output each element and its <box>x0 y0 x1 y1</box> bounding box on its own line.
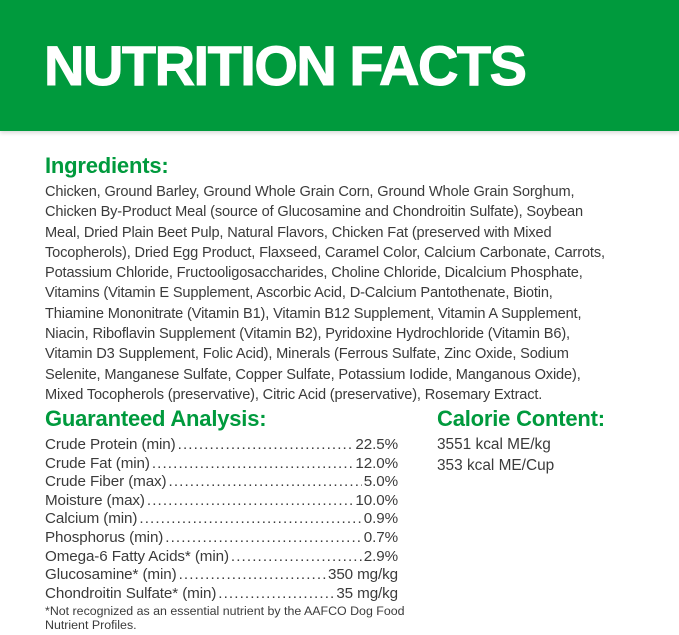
analysis-row <box>45 548 398 567</box>
nutrient-value: 12.0% <box>355 454 398 472</box>
dot-leader <box>231 548 362 567</box>
ingredients-line: Meal, Dried Plain Beet Pulp, Natural Flavors, Chicken Fat (preserved with Mixed <box>45 224 552 241</box>
nutrient-label: Phosphorus (min) <box>45 528 164 546</box>
nutrient-value: 5.0% <box>363 473 398 491</box>
dot-leader <box>152 455 354 474</box>
footnote-line: *Not recognized as an essential nutrient by the AAFCO Dog Food <box>45 604 405 618</box>
ingredients-line: Vitamins (Vitamin E Supplement, Ascorbic Acid, D-Calcium Pantothenate, Biotin, <box>45 285 553 302</box>
nutrient-label: Crude Protein (min) <box>45 436 176 453</box>
ingredients-line: Chicken By-Product Meal (source of Glucosamine and Chondroitin Sulfate), Soybean <box>45 204 583 221</box>
nutrient-value: 0.7% <box>363 528 398 546</box>
nutrient-label: Chondroitin Sulfate* (min) <box>45 584 217 602</box>
analysis-row <box>45 529 398 548</box>
analysis-row <box>45 492 398 511</box>
nutrient-value: 10.0% <box>355 491 398 509</box>
nutrient-label: Omega-6 Fatty Acids* (min) <box>45 547 229 565</box>
nutrient-label: Moisture (max) <box>45 491 145 509</box>
guaranteed-analysis-table <box>45 436 398 603</box>
ingredients-line: Niacin, Riboflavin Supplement (Vitamin B2), Pyridoxine Hydrochloride (Vitamin B6), <box>45 326 570 343</box>
dot-leader <box>165 529 362 548</box>
ingredients-line: Tocopherols), Dried Egg Product, Flaxseed, Caramel Color, Calcium Carbonate, Carrots, <box>45 244 605 261</box>
calorie-content-heading: Calorie Content: <box>437 406 605 431</box>
dot-leader <box>139 510 361 529</box>
ingredients-heading: Ingredients: <box>45 153 169 178</box>
nutrient-value: 22.5% <box>355 436 398 453</box>
calorie-line: 3551 kcal ME/kg <box>437 436 551 453</box>
nutrient-label: Crude Fat (min) <box>45 454 150 472</box>
dot-leader <box>218 585 334 604</box>
ingredients-line: Potassium Chloride, Fructooligosaccharides, Choline Chloride, Dicalcium Phosphate, <box>45 265 583 282</box>
page-title: NUTRITION FACTS <box>44 33 526 97</box>
ingredients-line: Chicken, Ground Barley, Ground Whole Grain Corn, Ground Whole Grain Sorghum, <box>45 184 575 200</box>
nutrient-label: Glucosamine* (min) <box>45 566 177 584</box>
dot-leader <box>147 492 354 511</box>
footnote-line: Nutrient Profiles. <box>45 617 137 632</box>
calorie-line: 353 kcal ME/Cup <box>437 457 555 474</box>
dot-leader <box>178 436 354 455</box>
ingredients-text <box>45 182 655 405</box>
nutrient-value: 350 mg/kg <box>327 566 398 584</box>
analysis-row <box>45 455 398 474</box>
nutrient-value: 0.9% <box>363 510 398 528</box>
calorie-values <box>437 434 554 476</box>
analysis-row <box>45 473 398 492</box>
footnote <box>45 605 465 633</box>
dot-leader <box>179 566 326 585</box>
analysis-row <box>45 566 398 585</box>
ingredients-line: Thiamine Mononitrate (Vitamin B1), Vitamin B12 Supplement, Vitamin A Supplement, <box>45 305 582 322</box>
nutrient-label: Crude Fiber (max) <box>45 473 167 491</box>
analysis-row <box>45 585 398 604</box>
nutrient-value: 35 mg/kg <box>336 584 398 602</box>
ingredients-line: Vitamin D3 Supplement, Folic Acid), Minerals (Ferrous Sulfate, Zinc Oxide, Sodium <box>45 346 569 363</box>
analysis-row <box>45 510 398 529</box>
header-banner <box>0 0 679 131</box>
ingredients-line: Selenite, Manganese Sulfate, Copper Sulfate, Potassium Iodide, Manganous Oxide), <box>45 366 581 383</box>
nutrient-label: Calcium (min) <box>45 510 138 528</box>
ingredients-line: Mixed Tocopherols (preservative), Citric Acid (preservative), Rosemary Extract. <box>45 386 543 403</box>
analysis-row <box>45 436 398 455</box>
dot-leader <box>169 473 362 492</box>
guaranteed-analysis-heading: Guaranteed Analysis: <box>45 406 267 431</box>
nutrient-value: 2.9% <box>363 547 398 565</box>
